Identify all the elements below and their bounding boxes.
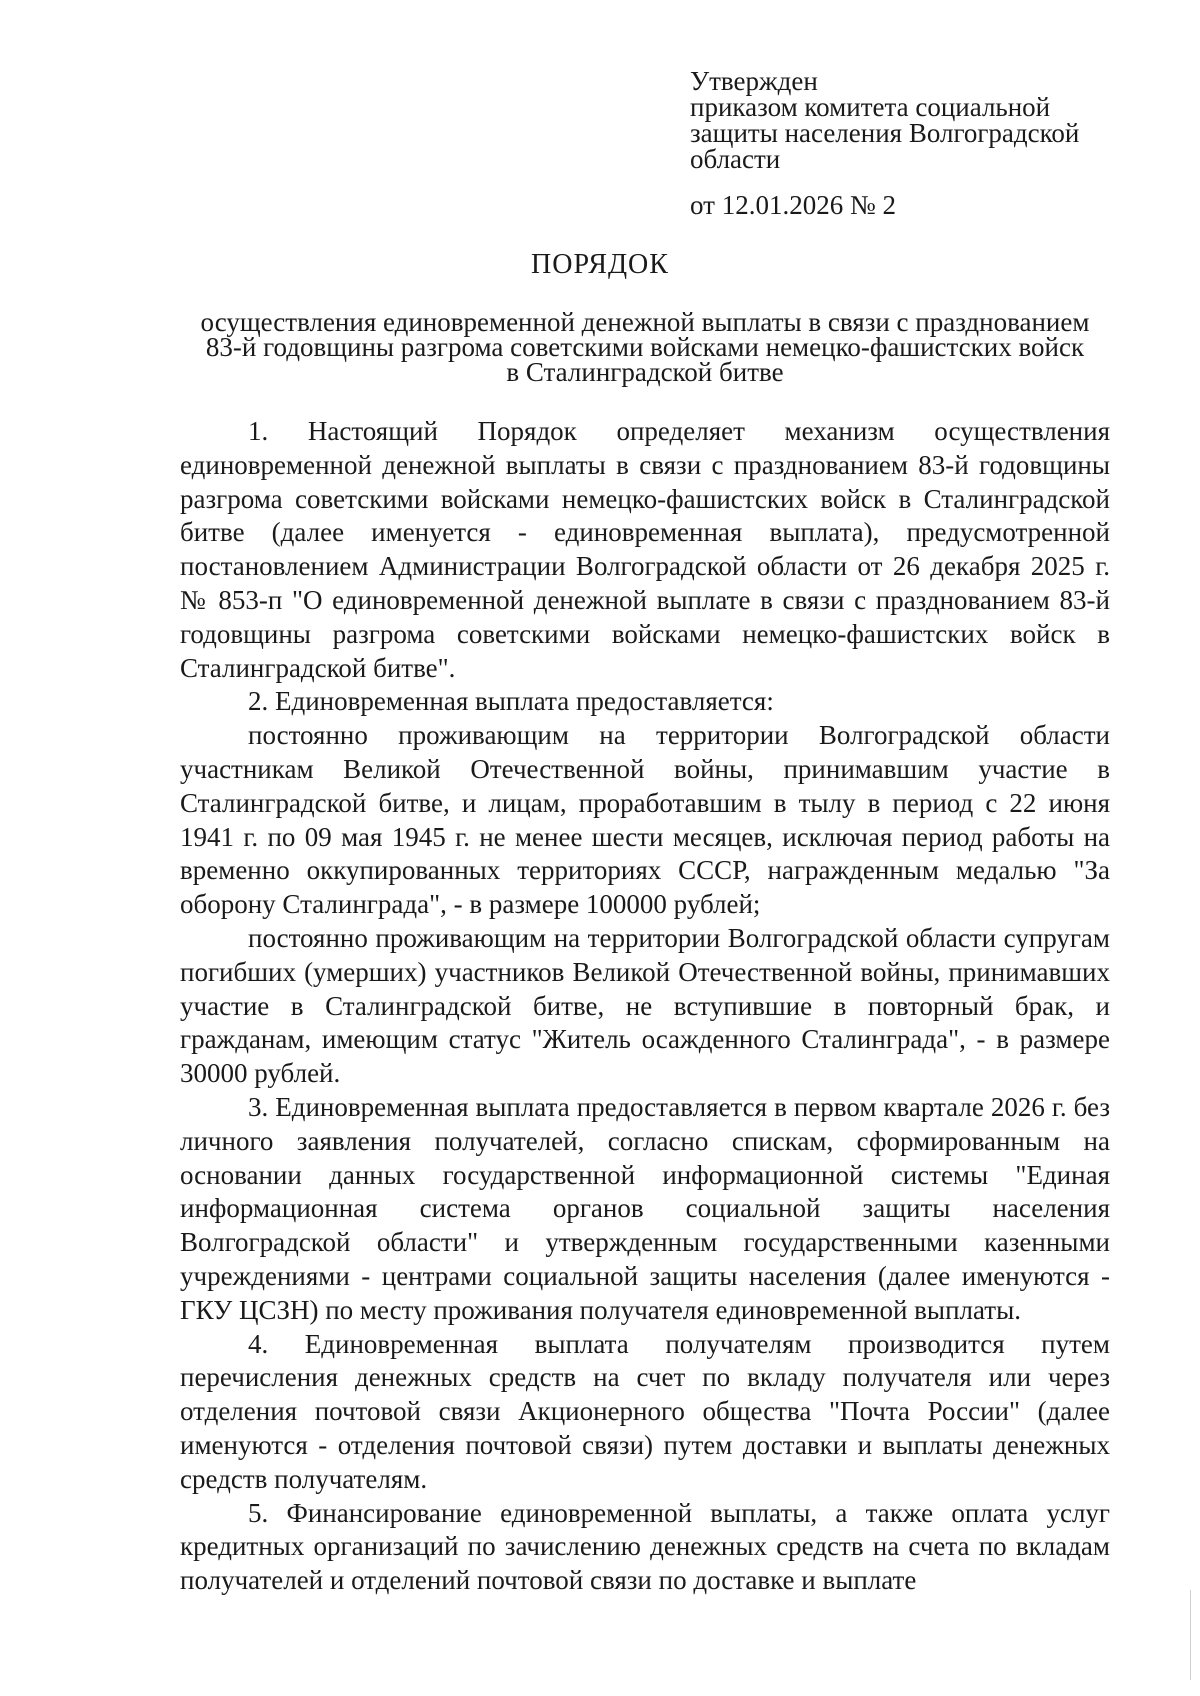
subtitle-line: в Сталинградской битве xyxy=(506,357,784,387)
document-body xyxy=(180,415,1110,1598)
approval-stamp xyxy=(690,68,1110,172)
approval-date: от 12.01.2026 № 2 xyxy=(690,190,896,220)
paragraph-2-item-2: постоянно проживающим на территории Волгоградской области супругам погибших (умерших) участников Великой Отечественной войны, принимавших участие в Сталинградской битве, не вступившие в повторный брак, и гражданам, имеющим статус "Житель осажденного Сталинграда", - в размере 30000 рублей. xyxy=(180,922,1110,1089)
document-title: ПОРЯДОК xyxy=(531,249,669,280)
subtitle-line: осуществления единовременной денежной выплаты в связи с празднованием xyxy=(200,307,1090,337)
subtitle-line: 83-й годовщины разгрома советскими войсками немецко-фашистских войск xyxy=(205,332,1085,362)
approval-line: защиты населения Волгоградской xyxy=(690,118,1080,148)
approval-line: приказом комитета социальной xyxy=(690,92,1051,122)
paragraph-3: 3. Единовременная выплата предоставляется в первом квартале 2026 г. без личного заявления получателей, согласно спискам, сформированным на основании данных государственной информационной системы "Единая информационная система органов социальной защиты населения Волгоградской области" и утвержденным государственными казенными учреждениями - центрами социальной защиты населения (далее именуются - ГКУ ЦСЗН) по месту проживания получателя единовременной выплаты. xyxy=(180,1091,1110,1325)
paragraph-4: 4. Единовременная выплата получателям производится путем перечисления денежных средств на счет по вкладу получателя или через отделения почтовой связи Акционерного общества "Почта России" (далее именуются - отделения почтовой связи) путем доставки и выплаты денежных средств получателям. xyxy=(180,1328,1110,1494)
paragraph-2: 2. Единовременная выплата предоставляется: xyxy=(248,686,774,717)
paragraph-1: 1. Настоящий Порядок определяет механизм осуществления единовременной денежной выплаты в связи с празднованием 83-й годовщины разгрома советскими войсками немецко-фашистских войск в Сталинградской битве (далее именуется - единовременная выплата), предусмотренной постановлением Администрации Волгоградской области от 26 декабря 2025 г. № 853-п "О единовременной денежной выплате в связи с празднованием 83-й годовщины разгрома советскими войсками немецко-фашистских войск в Сталинградской битве". xyxy=(180,416,1110,683)
approval-line: Утвержден xyxy=(690,66,818,96)
document-subtitle xyxy=(170,307,1120,387)
paragraph-2-item-1: постоянно проживающим на территории Волгоградской области участникам Великой Отечественной войны, принимавшим участие в Сталинградской битве, и лицам, проработавшим в тылу в период с 22 июня 1941 г. по 09 мая 1945 г. не менее шести месяцев, исключая период работы на временно оккупированных территориях СССР, награжденным медалью "За оборону Сталинграда", - в размере 100000 рублей; xyxy=(180,720,1110,920)
scan-edge-mark xyxy=(1190,1590,1191,1680)
paragraph-5: 5. Финансирование единовременной выплаты, а также оплата услуг кредитных организаций по зачислению денежных средств на счета по вкладам получателей и отделений почтовой связи по доставке и выплате xyxy=(180,1497,1110,1596)
approval-line: области xyxy=(690,144,781,174)
